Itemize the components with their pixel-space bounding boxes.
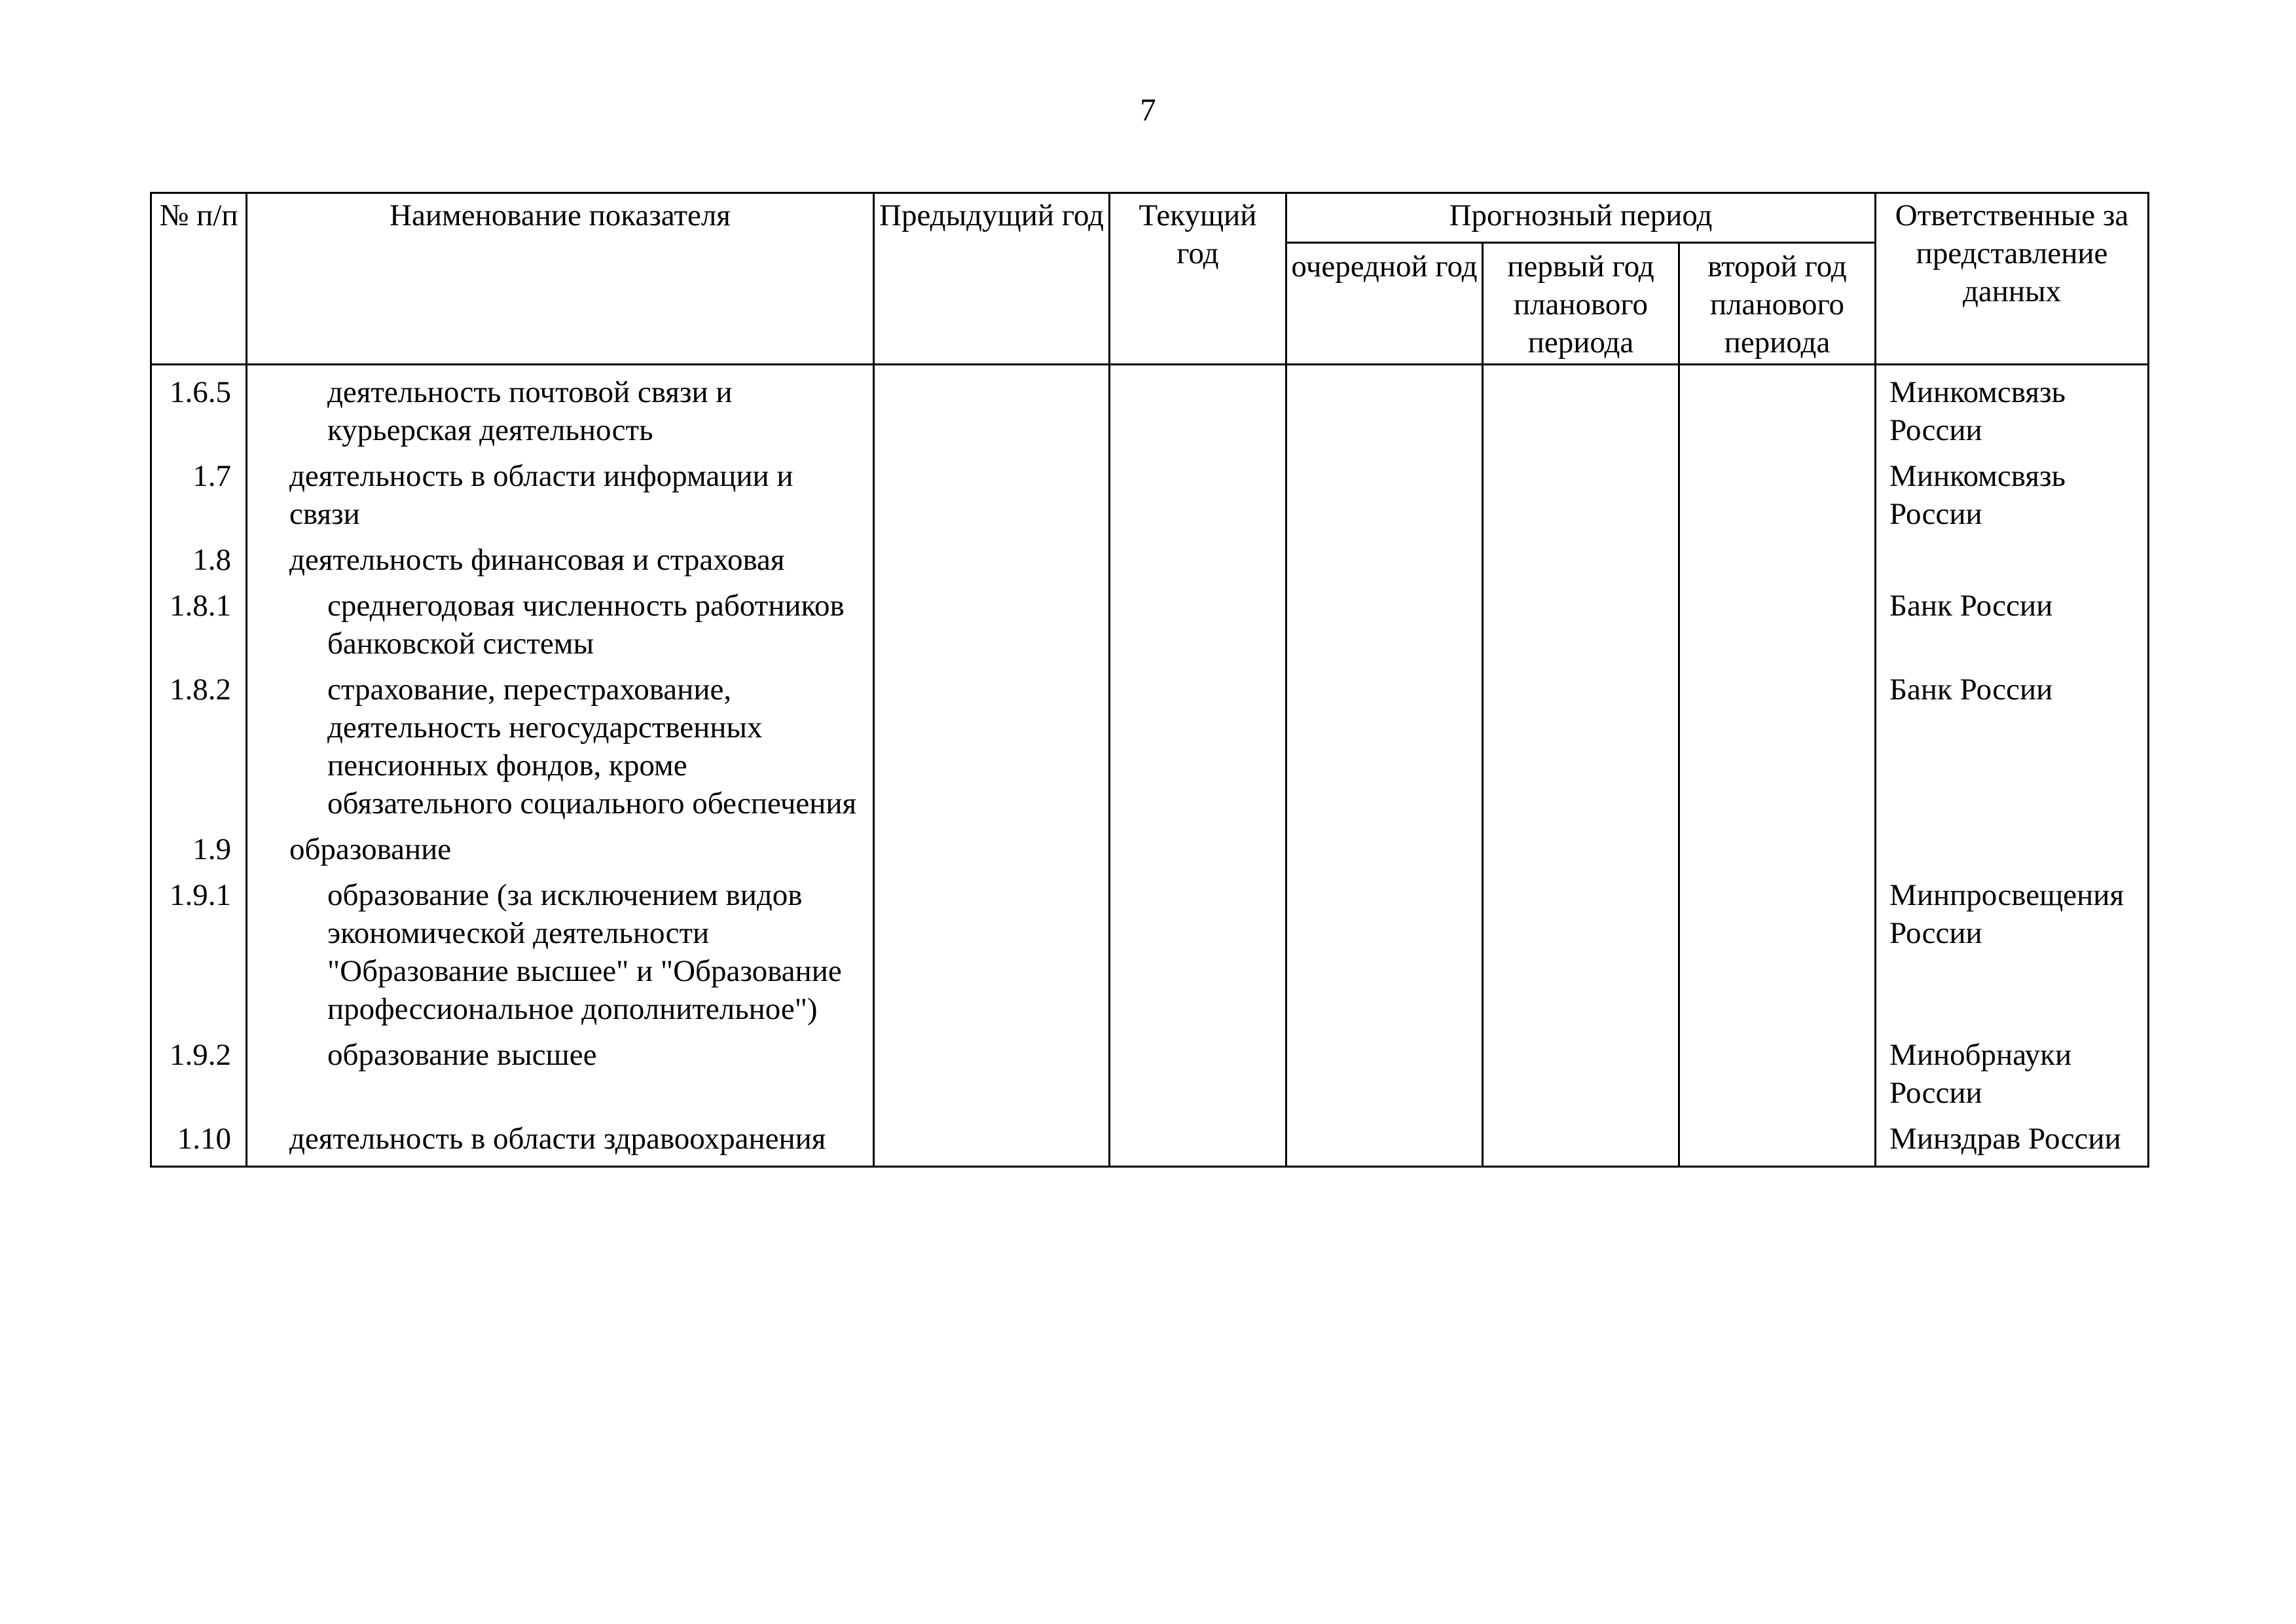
row-num: 1.7 [151,457,247,541]
row-responsible: Банк России [1876,587,2149,671]
row-name: деятельность финансовая и страховая [247,541,874,587]
header-num: № п/п [151,193,247,365]
row-responsible: Банк России [1876,671,2149,830]
row-num: 1.8.1 [151,587,247,671]
row-responsible [1876,541,2149,587]
row-responsible: Минкомсвязь России [1876,457,2149,541]
header-responsible: Ответственные за представление данных [1876,193,2149,365]
table-row [151,830,2149,876]
header-curr-year: Текущий год [1110,193,1286,365]
row-responsible [1876,830,2149,876]
indicators-table [150,192,2149,1168]
header-plan-year-1: первый год планового периода [1483,243,1679,365]
header-name: Наименование показателя [247,193,874,365]
row-num: 1.8 [151,541,247,587]
row-num: 1.9.2 [151,1036,247,1120]
row-responsible: Минздрав России [1876,1120,2149,1167]
header-next-year: очередной год [1286,243,1483,365]
header-prev-year: Предыдущий год [874,193,1110,365]
row-num: 1.9 [151,830,247,876]
row-name: образование высшее [247,1036,874,1120]
table-row [151,365,2149,458]
table-row [151,587,2149,671]
row-responsible: Минкомсвязь России [1876,365,2149,458]
row-name: образование [247,830,874,876]
row-responsible: Минобрнауки России [1876,1036,2149,1120]
row-name: страхование, перестрахование, деятельность негосударственных пенсионных фондов, кроме обязательного социального обеспечения [247,671,874,830]
table-row [151,457,2149,541]
table-row [151,541,2149,587]
row-name: деятельность в области здравоохранения [247,1120,874,1167]
row-num: 1.9.1 [151,876,247,1036]
row-responsible: Минпросвещения России [1876,876,2149,1036]
table-row [151,876,2149,1036]
row-num: 1.6.5 [151,365,247,458]
row-name: деятельность почтовой связи и курьерская деятельность [247,365,874,458]
row-num: 1.8.2 [151,671,247,830]
table-row [151,671,2149,830]
row-name: среднегодовая численность работников банковской системы [247,587,874,671]
row-num: 1.10 [151,1120,247,1167]
header-plan-year-2: второй год планового периода [1679,243,1876,365]
page-number: 7 [1140,92,1156,128]
row-name: образование (за исключением видов экономической деятельности "Образование высшее" и "Образование профессиональное дополнительное") [247,876,874,1036]
table-row [151,1120,2149,1167]
row-name: деятельность в области информации и связи [247,457,874,541]
header-forecast: Прогнозный период [1286,193,1876,243]
table-row [151,1036,2149,1120]
